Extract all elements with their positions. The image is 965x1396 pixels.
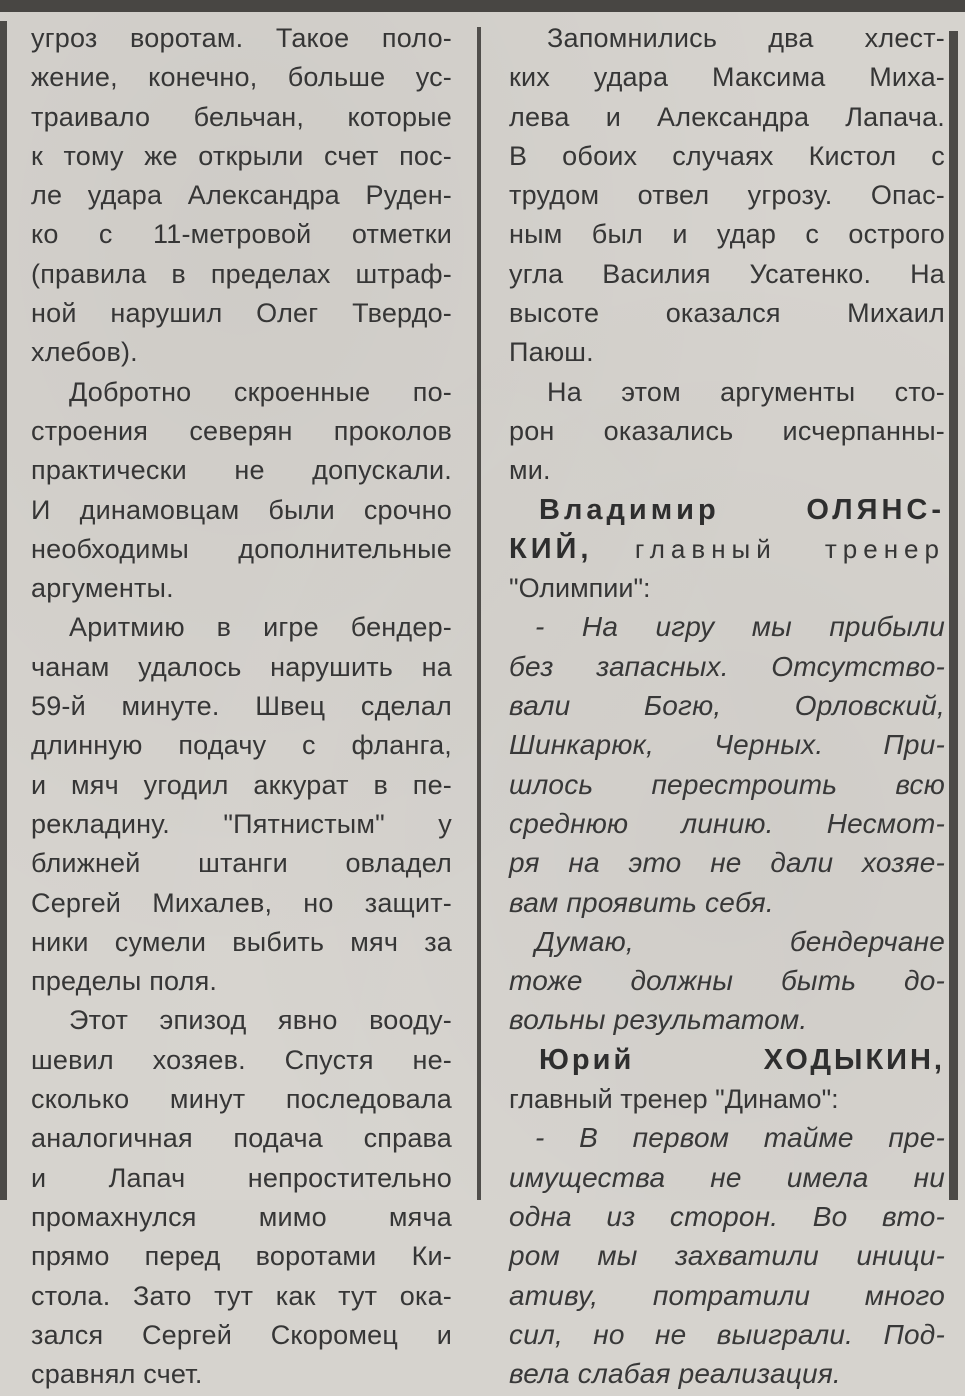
text-segment: вам проявить себя. <box>509 886 774 918</box>
top-rule <box>0 0 965 12</box>
text-line <box>31 139 452 178</box>
text-segment: ко с 11-метровой отметки <box>31 219 452 250</box>
text-segment: ких удара Максима Миха- <box>509 62 945 93</box>
text-line <box>31 964 452 1003</box>
text-line <box>509 178 945 217</box>
text-segment: Юрий ХОДЫКИН, <box>539 1043 945 1076</box>
text-segment: аналогичная подача справа <box>31 1123 452 1154</box>
text-line <box>509 610 945 649</box>
paragraph <box>509 493 945 611</box>
text-segment: В обоих случаях Кистол с <box>509 140 945 171</box>
text-line <box>509 375 945 414</box>
text-segment: Запомнились два хлест- <box>547 23 945 53</box>
text-segment: без запасных. Отсутство- <box>509 650 945 682</box>
text-segment: "Олимпии": <box>509 573 651 604</box>
text-segment: Этот эпизод явно вооду- <box>69 1005 452 1036</box>
column-divider <box>477 27 481 1200</box>
text-segment: сравнял счет. <box>31 1359 203 1390</box>
text-line <box>31 217 452 256</box>
text-segment: Сергей Михалев, но защит- <box>31 887 452 918</box>
text-segment: угроз воротам. Такое поло- <box>31 23 452 53</box>
paragraph <box>31 21 452 375</box>
text-line <box>31 1239 452 1278</box>
paragraph <box>31 375 452 611</box>
text-segment: среднюю линию. Несмот- <box>509 807 945 839</box>
text-line <box>31 1279 452 1318</box>
text-segment: - На игру мы прибыли <box>535 611 945 643</box>
text-segment: шлось перестроить всю <box>509 768 945 800</box>
text-segment: вали Богю, Орловский, <box>509 690 945 722</box>
text-segment: рон оказались исчерпанны- <box>509 415 945 446</box>
text-line <box>31 21 452 60</box>
text-segment: сил, но не выиграли. Под- <box>509 1318 945 1350</box>
text-line <box>31 414 452 453</box>
text-segment: одна из сторон. Во вто- <box>509 1200 945 1232</box>
right-rule <box>949 31 958 1200</box>
text-line <box>31 650 452 689</box>
text-segment: Шинкарюк, Черных. При- <box>509 729 945 761</box>
text-segment: главный тренер "Динамо": <box>509 1084 839 1115</box>
text-line <box>31 925 452 964</box>
text-line <box>31 100 452 139</box>
text-line <box>31 728 452 767</box>
text-line <box>31 60 452 99</box>
text-line <box>509 493 945 532</box>
text-segment: ближней штанги овладел <box>31 848 452 879</box>
text-segment: ле удара Александра Руден- <box>31 180 452 211</box>
text-line <box>31 807 452 846</box>
text-line <box>509 1161 945 1200</box>
text-line <box>509 414 945 453</box>
text-segment: На этом аргументы сто- <box>547 376 945 407</box>
text-line <box>509 1357 945 1396</box>
text-segment: ром мы захватили иници- <box>509 1240 945 1272</box>
text-segment: пределы поля. <box>31 966 218 997</box>
text-line <box>31 1082 452 1121</box>
text-line <box>509 886 945 925</box>
text-segment: сколько минут последовала <box>31 1084 452 1115</box>
paragraph <box>509 925 945 1043</box>
text-segment: жение, конечно, больше ус- <box>31 62 452 93</box>
text-segment: вела слабая реализация. <box>509 1358 841 1390</box>
text-line <box>509 335 945 374</box>
text-line <box>31 257 452 296</box>
text-segment: (правила в пределах штраф- <box>31 258 452 289</box>
paragraph <box>31 1003 452 1396</box>
text-segment: трудом отвел угрозу. Опас- <box>509 180 945 211</box>
text-segment: зался Сергей Скоромец и <box>31 1319 452 1350</box>
text-segment: необходимы дополнительные <box>31 533 452 564</box>
text-segment: имущества не имела ни <box>509 1161 945 1193</box>
left-rule <box>0 21 7 1200</box>
text-line <box>509 1121 945 1160</box>
text-segment: ативу, потратили много <box>509 1279 945 1311</box>
paragraph <box>509 21 945 375</box>
text-line <box>509 1239 945 1278</box>
text-line <box>509 768 945 807</box>
text-line <box>509 571 945 610</box>
text-line <box>509 1003 945 1042</box>
text-line <box>509 846 945 885</box>
text-segment: высоте оказался Михаил <box>509 298 945 329</box>
text-line <box>509 21 945 60</box>
text-segment: КИЙ, <box>509 532 593 565</box>
text-line <box>31 178 452 217</box>
text-segment: длинную подачу с фланга, <box>31 730 452 761</box>
text-line <box>509 1200 945 1239</box>
paragraph <box>509 1121 945 1396</box>
text-line <box>509 1043 945 1082</box>
text-segment <box>592 534 634 564</box>
text-segment: Добротно скроенные по- <box>69 376 452 407</box>
paragraph <box>31 610 452 1003</box>
text-segment: ми. <box>509 455 551 486</box>
text-line <box>509 1279 945 1318</box>
text-segment: строения северян проколов <box>31 415 452 446</box>
text-segment: ной нарушил Олег Твердо- <box>31 298 452 329</box>
text-line <box>31 493 452 532</box>
text-line <box>509 100 945 139</box>
text-line <box>31 1318 452 1357</box>
text-line <box>509 964 945 1003</box>
text-line <box>31 610 452 649</box>
text-segment: угла Василия Усатенко. На <box>509 258 945 289</box>
text-line <box>509 60 945 99</box>
text-segment: 59-й минуте. Швец сделал <box>31 691 452 722</box>
text-line <box>31 375 452 414</box>
text-line <box>509 296 945 335</box>
text-line <box>31 453 452 492</box>
text-segment: практически не допускали. <box>31 455 452 486</box>
text-segment: ным был и удар с острого <box>509 219 945 250</box>
text-line <box>31 1161 452 1200</box>
text-line <box>31 886 452 925</box>
text-segment: вольны результатом. <box>509 1004 808 1036</box>
text-segment: траивало бельчан, которые <box>31 101 452 132</box>
text-segment: рекладину. "Пятнистым" у <box>31 808 452 839</box>
text-line <box>31 571 452 610</box>
text-segment: Аритмию в игре бендер- <box>69 612 452 643</box>
text-line <box>31 1200 452 1239</box>
text-segment: лева и Александра Лапача. <box>509 101 945 132</box>
text-line <box>509 1318 945 1357</box>
text-segment: и Лапач непростительно <box>31 1162 452 1193</box>
text-line <box>509 139 945 178</box>
text-segment: - В первом тайме пре- <box>535 1122 945 1154</box>
article-column-left <box>31 21 452 1396</box>
text-segment: к тому же открыли счет пос- <box>31 140 452 171</box>
text-segment: чанам удалось нарушить на <box>31 651 452 682</box>
text-segment: шевил хозяев. Спустя не- <box>31 1044 452 1075</box>
text-line <box>31 1043 452 1082</box>
paragraph <box>509 610 945 924</box>
text-segment: промахнулся мимо мяча <box>31 1201 452 1232</box>
text-segment: ники сумели выбить мяч за <box>31 926 452 957</box>
text-line <box>31 1121 452 1160</box>
text-line <box>509 689 945 728</box>
text-line <box>31 689 452 728</box>
text-line <box>509 453 945 492</box>
text-line <box>509 807 945 846</box>
text-segment: Владимир ОЛЯНС- <box>539 493 945 526</box>
text-segment: прямо перед воротами Ки- <box>31 1241 452 1272</box>
text-segment: Думаю, бендерчане <box>535 925 945 957</box>
text-segment: ря на это не дали хозяе- <box>509 847 945 879</box>
text-line <box>509 532 945 571</box>
text-segment: И динамовцам были срочно <box>31 494 452 525</box>
paragraph <box>509 375 945 493</box>
text-line <box>31 335 452 374</box>
text-line <box>31 846 452 885</box>
text-segment: Паюш. <box>509 337 594 368</box>
text-line <box>509 1082 945 1121</box>
text-line <box>31 1357 452 1396</box>
text-segment: стола. Зато тут как тут ока- <box>31 1280 452 1311</box>
text-line <box>509 925 945 964</box>
text-line <box>31 296 452 335</box>
article-column-right <box>509 21 945 1396</box>
text-line <box>509 650 945 689</box>
text-segment: и мяч угодил аккурат в пе- <box>31 769 452 800</box>
text-line <box>509 217 945 256</box>
text-segment: главный тренер <box>634 533 945 564</box>
text-line <box>31 532 452 571</box>
text-segment: хлебов). <box>31 337 138 368</box>
paragraph <box>509 1043 945 1122</box>
text-segment: тоже должны быть до- <box>509 965 945 997</box>
text-line <box>509 728 945 767</box>
text-line <box>31 768 452 807</box>
text-line <box>31 1003 452 1042</box>
text-line <box>509 257 945 296</box>
text-segment: аргументы. <box>31 573 174 604</box>
